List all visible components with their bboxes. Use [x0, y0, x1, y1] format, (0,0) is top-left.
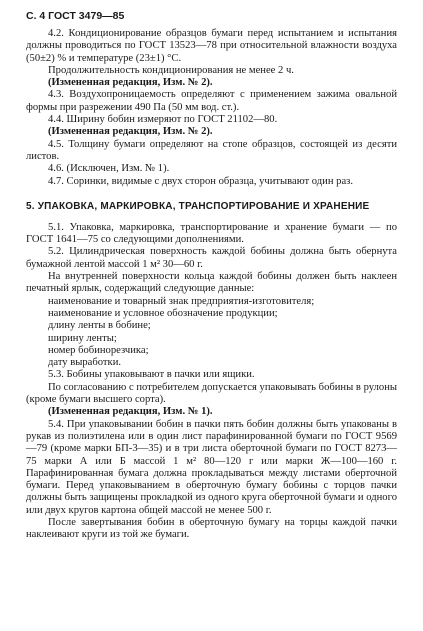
paragraph-4-5: 4.5. Толщину бумаги определяют на стопе образцов, состоящей из десяти листов.	[26, 138, 397, 162]
list-item: наименование и товарный знак предприятия-изготовителя;	[48, 295, 315, 307]
paragraph-4-7: 4.7. Соринки, видимые с двух сторон образца, учитывают один раз.	[48, 175, 353, 187]
list-item: дату выработки.	[48, 357, 122, 369]
amendment-note: (Измененная редакция, Изм. № 1).	[48, 406, 213, 418]
page-header: С. 4 ГОСТ 3479—85	[26, 10, 125, 22]
amendment-note: (Измененная редакция, Изм. № 2).	[48, 126, 213, 138]
paragraph-4-3: 4.3. Воздухопроницаемость определяют с применением зажима овальной формы при разрежении 490 Па (50 мм вод. ст.).	[26, 89, 397, 113]
paragraph-4-4: 4.4. Ширину бобин измеряют по ГОСТ 21102—80.	[48, 114, 278, 126]
list-item: длину ленты в бобине;	[48, 320, 151, 332]
paragraph-5-3: 5.3. Бобины упаковывают в пачки или ящики.	[48, 369, 255, 381]
paragraph-4-6: 4.6. (Исключен, Изм. № 1).	[48, 163, 170, 175]
paragraph-5-1: 5.1. Упаковка, маркировка, транспортирование и хранение бумаги — по ГОСТ 1641—75 со следующими дополнениями.	[26, 221, 397, 246]
paragraph-rolls: По согласованию с потребителем допускается упаковывать бобины в рулоны (кроме бумаги высшего сорта).	[26, 381, 397, 406]
paragraph-5-4: 5.4. При упаковывании бобин в пачки пять бобин должны быть упакованы в рукав из полиэтилена или в один лист парафинированной бумаги по ГОСТ 9569—79 (кроме марки БП-3—35) и в три листа оберточной бумаги по ГОСТ 8273—75 марки А или Б массой 1 м² 80—120 г или марки Ж—100—160 г. Парафинированная бумага должна прокладываться между листами оберточной бумаги. Перед упаковыванием в оберточную бумагу бобины с торцов пачки должны быть защищены прокладкой из одного круга оберточной бумаги и одного или двух кругов картона общей массой не менее 500 г.	[26, 418, 397, 516]
list-item: наименование и условное обозначение продукции;	[48, 307, 278, 319]
list-item: ширину ленты;	[48, 332, 117, 344]
paragraph-4-2: 4.2. Кондиционирование образцов бумаги перед испытанием и испытания должны проводиться по ГОСТ 13523—78 при относительной влажности воздуха (50±2) % и температуре (23±1) °С.	[26, 28, 397, 64]
paragraph-5-2: 5.2. Цилиндрическая поверхность каждой бобины должна быть обернута бумажной лентой массой 1 м² 30—60 г.	[26, 246, 397, 270]
paragraph-conditioning-time: Продолжительность кондиционирования не менее 2 ч.	[48, 64, 294, 76]
amendment-note: (Измененная редакция, Изм. № 2).	[48, 77, 213, 89]
section-title: 5. УПАКОВКА, МАРКИРОВКА, ТРАНСПОРТИРОВАНИЕ И ХРАНЕНИЕ	[26, 200, 370, 212]
list-item: номер бобинорезчика;	[48, 344, 149, 356]
paragraph-wrapping: После завертывания бобин в оберточную бумагу на торцы каждой пачки наклеивают круги из той же бумаги.	[26, 516, 397, 541]
paragraph-label-intro: На внутренней поверхности кольца каждой бобины должен быть наклеен печатный ярлык, содержащий следующие данные:	[26, 271, 397, 295]
